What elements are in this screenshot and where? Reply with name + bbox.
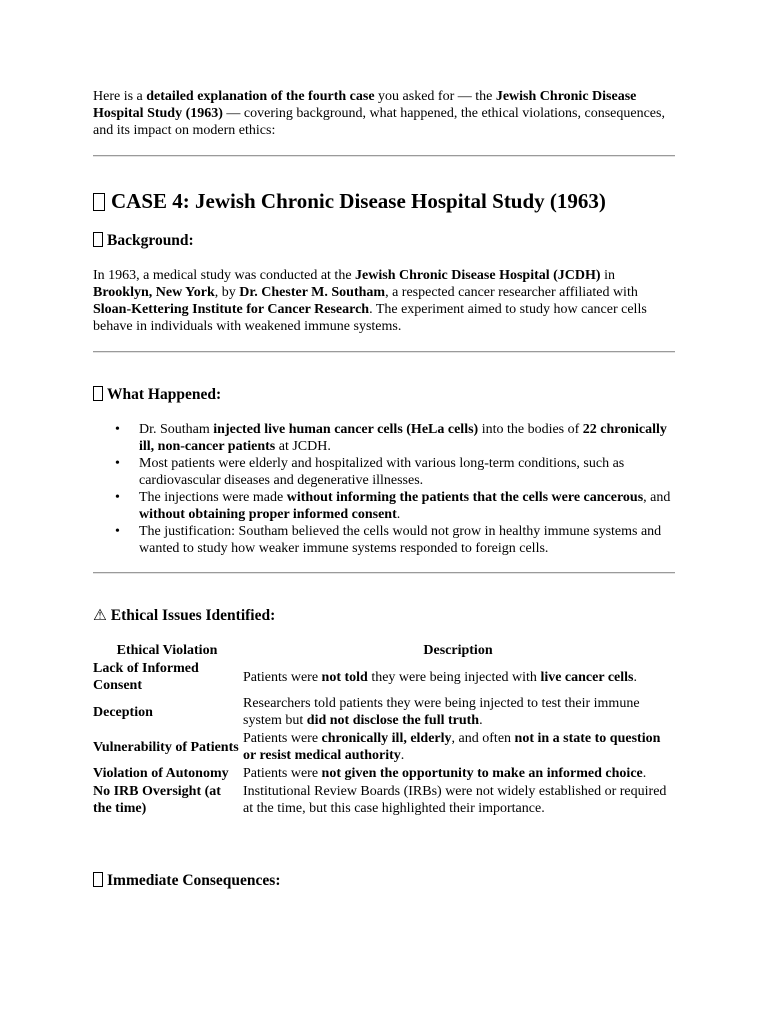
list-bold: injected live human cancer cells (HeLa cells) xyxy=(213,422,479,437)
list-item xyxy=(93,455,675,489)
table-row xyxy=(93,695,675,730)
cell-bold: not given the opportunity to make an informed choice xyxy=(321,766,643,781)
cell-text: Patients were xyxy=(243,731,322,746)
intro-bold: detailed explanation of the fourth case xyxy=(146,89,375,104)
warning-icon: ⚠ xyxy=(93,606,107,624)
intro-text: — covering background, what happened, the ethical violations, consequences, and its impact on modern ethics: xyxy=(93,106,665,138)
background-heading xyxy=(93,231,675,251)
cell-text: , and often xyxy=(451,731,515,746)
intro-paragraph xyxy=(93,88,675,139)
cell-bold: not told xyxy=(321,669,368,685)
description-cell xyxy=(243,765,675,783)
table-row xyxy=(93,783,675,818)
background-bold: Brooklyn, New York xyxy=(93,285,215,300)
list-item xyxy=(93,421,675,455)
list-bold: without obtaining proper informed consent xyxy=(139,507,397,522)
background-bold: Dr. Chester M. Southam xyxy=(239,285,386,300)
divider xyxy=(93,572,675,574)
divider xyxy=(93,155,675,157)
description-cell xyxy=(243,783,675,818)
cell-text: . xyxy=(633,669,637,685)
missing-glyph-icon xyxy=(93,193,105,211)
intro-bold: Jewish Chronic Disease Hospital Study (1963) xyxy=(93,89,637,121)
list-text: The injections were made xyxy=(139,490,287,505)
missing-glyph-icon xyxy=(93,386,103,401)
violation-cell: Violation of Autonomy xyxy=(93,766,229,781)
cell-text: . xyxy=(479,713,483,728)
description-cell xyxy=(243,660,675,695)
description-cell xyxy=(243,730,675,765)
cell-text: Patients were xyxy=(243,669,322,685)
table-header-row xyxy=(93,642,675,660)
column-header: Description xyxy=(423,643,493,658)
background-paragraph xyxy=(93,267,675,335)
intro-text: Here is a xyxy=(93,89,147,104)
ethical-issues-heading xyxy=(93,605,675,626)
list-text: The justification: Southam believed the cells would not grow in healthy immune systems and wanted to study how weaker immune systems responded to foreign cells. xyxy=(139,524,662,556)
background-bold: Sloan-Kettering Institute for Cancer Research xyxy=(93,302,370,317)
list-bold: without informing the patients that the cells were cancerous xyxy=(286,490,644,505)
violation-cell: No IRB Oversight (at the time) xyxy=(93,784,221,816)
cell-text: Institutional Review Boards (IRBs) were not widely established or required at the time, but this case highlighted their importance. xyxy=(243,784,667,816)
list-text: . xyxy=(396,507,401,522)
cell-bold: did not disclose the full truth xyxy=(306,713,480,728)
table-row xyxy=(93,730,675,765)
background-heading-text: Background: xyxy=(107,232,194,249)
list-text: Dr. Southam xyxy=(139,422,214,437)
list-text: , and xyxy=(643,490,671,505)
background-text: , a respected cancer researcher affiliated with xyxy=(385,285,638,300)
column-header: Ethical Violation xyxy=(116,643,218,658)
violation-cell: Vulnerability of Patients xyxy=(93,739,239,755)
list-bold: 22 chronically ill, non-cancer patients xyxy=(139,422,667,454)
cell-text: Patients were xyxy=(243,766,322,781)
case-title xyxy=(93,188,675,214)
list-text: at JCDH. xyxy=(275,439,331,454)
background-bold: Jewish Chronic Disease Hospital (JCDH) xyxy=(355,268,601,283)
list-text: Most patients were elderly and hospitalized with various long-term conditions, such as cardiovascular diseases and degenerative illnesses. xyxy=(139,456,625,488)
cell-bold: not in a state to question or resist medical authority xyxy=(243,731,661,763)
background-text: In 1963, a medical study was conducted at the xyxy=(93,268,356,283)
case-title-text: CASE 4: Jewish Chronic Disease Hospital Study (1963) xyxy=(111,189,606,213)
table-row xyxy=(93,660,675,695)
divider xyxy=(93,351,675,353)
what-happened-heading xyxy=(93,385,675,405)
ethics-table xyxy=(93,642,675,818)
cell-text: they were being injected with xyxy=(367,669,541,685)
cell-text: Researchers told patients they were being injected to test their immune system but xyxy=(243,696,640,728)
list-item xyxy=(93,489,675,523)
background-text: . The experiment aimed to study how cancer cells behave in individuals with weakened immune systems. xyxy=(93,302,647,334)
background-text: in xyxy=(600,268,615,283)
missing-glyph-icon xyxy=(93,232,103,247)
cell-text: . xyxy=(400,748,405,763)
what-happened-heading-text: What Happened: xyxy=(107,386,222,403)
violation-cell: Lack of Informed Consent xyxy=(93,661,199,693)
what-happened-list xyxy=(93,421,675,557)
list-text: into the bodies of xyxy=(478,422,583,437)
list-item xyxy=(93,523,675,557)
intro-text: you asked for — the xyxy=(374,89,496,104)
ethical-issues-heading-text: Ethical Issues Identified: xyxy=(110,607,276,624)
consequences-heading-text: Immediate Consequences: xyxy=(107,872,281,889)
cell-text: . xyxy=(642,766,647,781)
violation-cell: Deception xyxy=(93,704,153,720)
cell-bold: live cancer cells xyxy=(540,669,634,685)
background-text: , by xyxy=(214,285,240,300)
consequences-heading xyxy=(93,871,675,891)
description-cell xyxy=(243,695,675,730)
cell-bold: chronically ill, elderly xyxy=(321,731,452,746)
missing-glyph-icon xyxy=(93,872,103,887)
table-row xyxy=(93,765,675,783)
